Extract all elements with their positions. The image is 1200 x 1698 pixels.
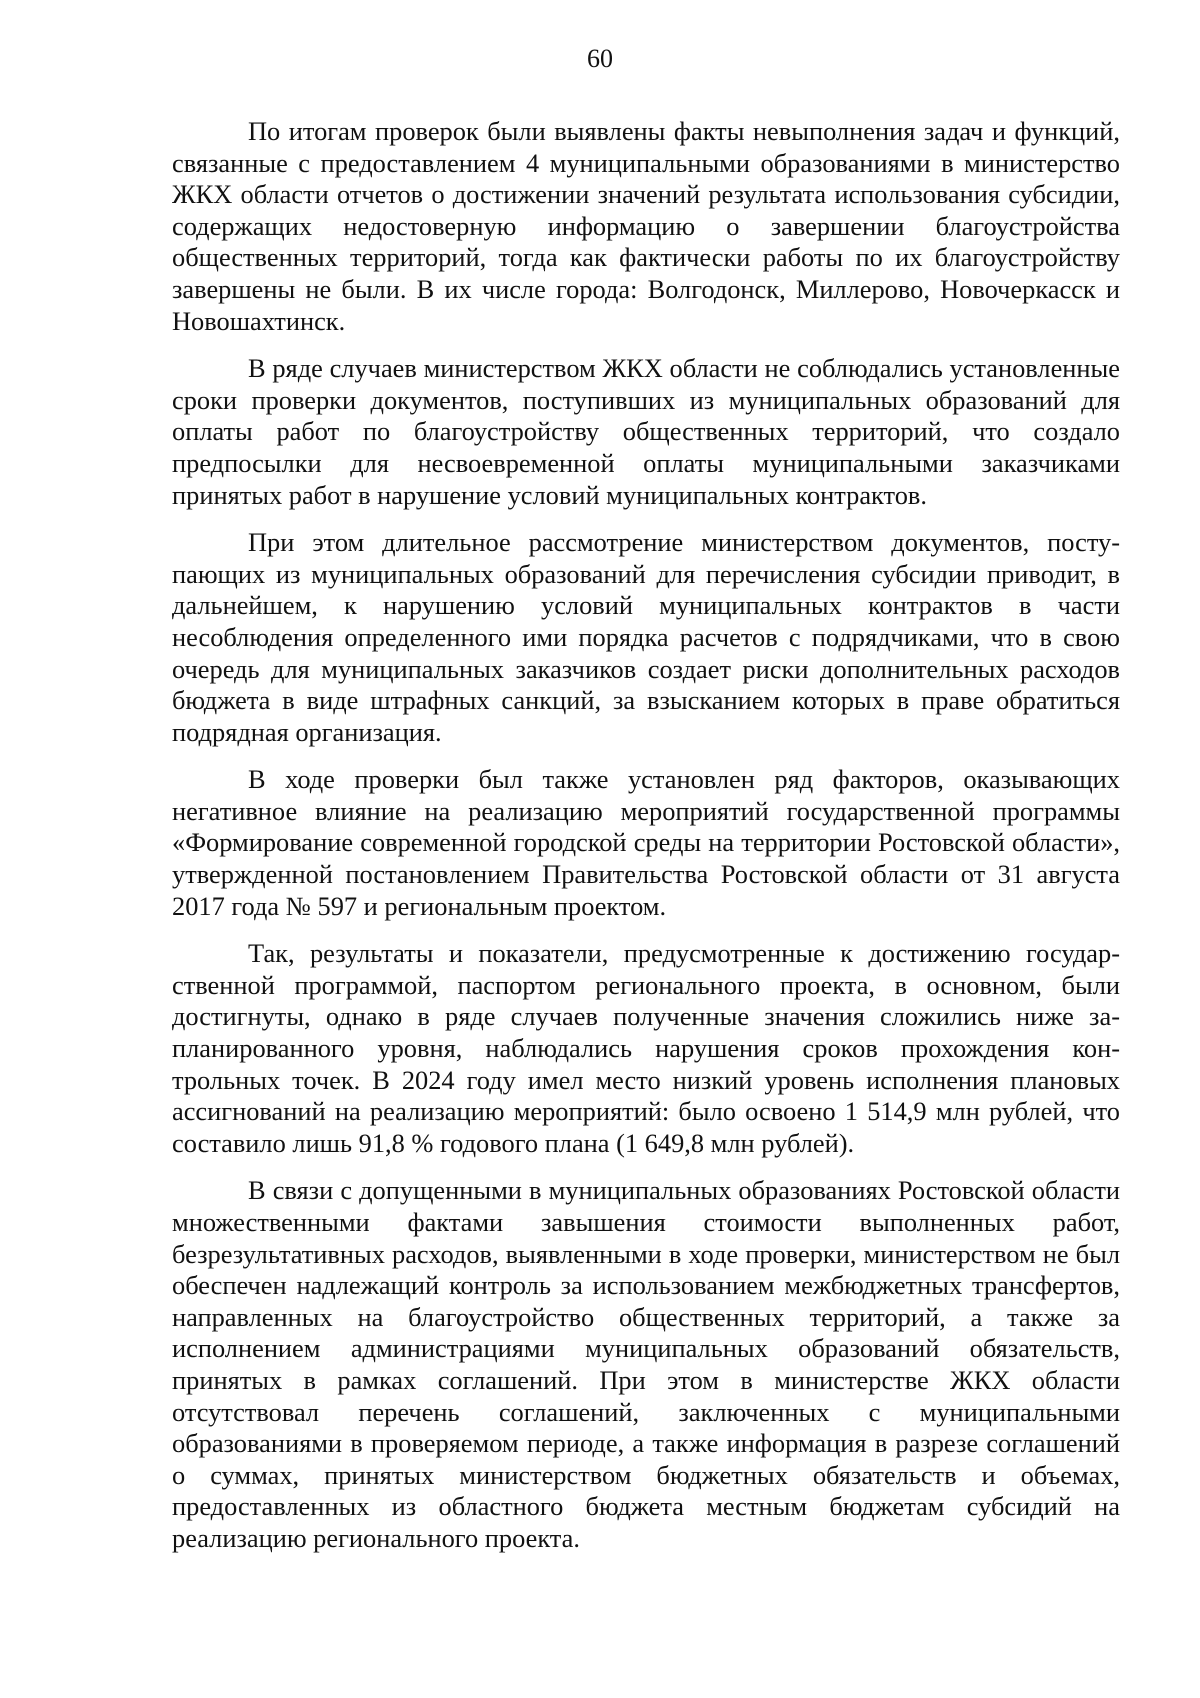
page-number: 60 xyxy=(587,44,613,73)
paragraph-indicators-execution: Так, результаты и показатели, предусмотренные к достижению государственной программой, паспортом регионального проекта, в основном, были достигнуты, однако в ряде случаев полученные значения сложились ниже запланированного уровня, наблюдались нарушения сроков прохождения контрольных точек. В 2024 году имел место низкий уровень исполнения плановых ассигнований на реализацию мероприятий: было освоено 1 514,9 млн рублей, что составило лишь 91,8 % годового плана (1 649,8 млн рублей). xyxy=(172,938,1120,1158)
paragraph-contract-risks: При этом длительное рассмотрение министерством документов, поступающих из муниципальных образований для перечисления субсидии приводит, в дальнейшем, к нарушению условий муниципальных контрактов в части несоблюдения определенного ими порядка расчетов с подрядчиками, что в свою очередь для муниципальных заказчиков создает риски дополнительных расходов бюджета в виде штрафных санкций, за взысканием которых в праве обратиться подрядная организация. xyxy=(172,527,1120,747)
paragraph-control-deficiencies: В связи с допущенными в муниципальных образованиях Ростовской области множественными фактами завышения стоимости выполненных работ, безрезультативных расходов, выявленными в ходе проверки, министерством не был обеспечен надлежащий контроль за использованием межбюджетных трансфертов, направленных на благоустройство общественных территорий, а также за исполнением администрациями муниципальных образований обязательств, принятых в рамках соглашений. При этом в министерстве ЖКХ области отсутствовал перечень соглашений, заключенных с муниципальными образованиями в проверяемом периоде, а также информация в разрезе соглашений о суммах, принятых министерством бюджетных обязательств и объемах, предоставленных из областного бюджета местным бюджетам субсидий на реализацию регионального проекта. xyxy=(172,1175,1120,1553)
paragraph-deadline-violations: В ряде случаев министерством ЖКХ области не соблюдались установленные сроки проверки документов, поступивших из муниципальных образований для оплаты работ по благоустройству общественных территорий, что создало предпосылки для несвоевременной оплаты муниципальными заказчиками принятых работ в нарушение условий муниципальных контрактов. xyxy=(172,353,1120,510)
document-body xyxy=(172,116,1120,1571)
paragraph-inspection-results: По итогам проверок были выявлены факты невыполнения задач и функций, связанные с предоставлением 4 муниципальными образованиями в министерство ЖКХ области отчетов о достижении значений результата использования субсидии, содержащих недостоверную информацию о завершении благоустройства общественных территорий, тогда как фактически работы по их благоустройству завершены не были. В их числе города: Волгодонск, Миллерово, Новочеркасск и Новошахтинск. xyxy=(172,116,1120,336)
paragraph-negative-factors: В ходе проверки был также установлен ряд факторов, оказывающих негативное влияние на реализацию мероприятий государственной программы «Формирование современной городской среды на территории Ростовской области», утвержденной постановлением Правительства Ростовской области от 31 августа 2017 года № 597 и региональным проектом. xyxy=(172,764,1120,921)
